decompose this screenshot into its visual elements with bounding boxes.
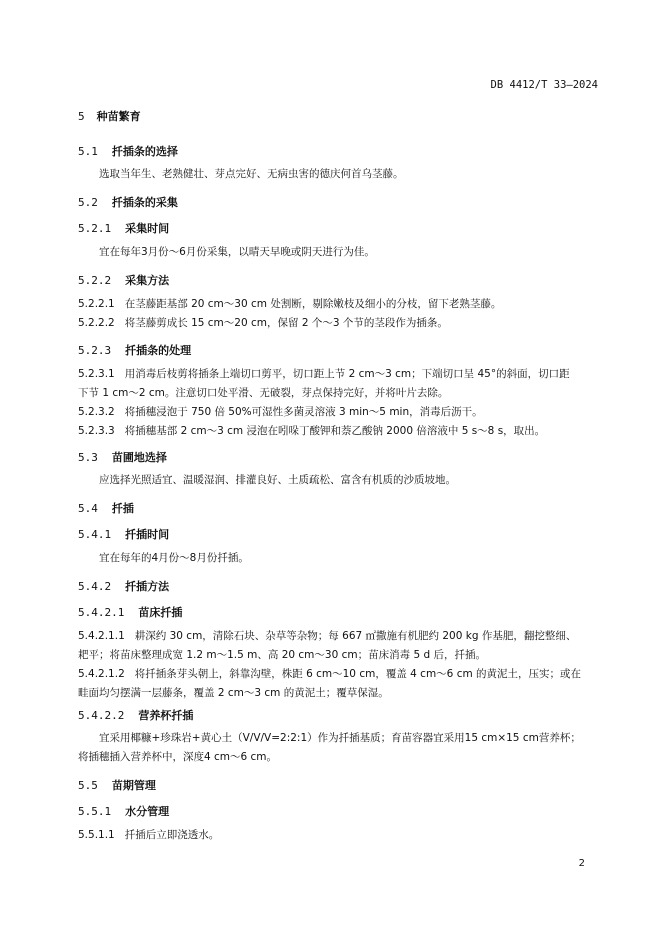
clause-text: 将插穗基部 2 cm～3 cm 浸泡在吲哚丁酸钾和萘乙酸钠 2000 倍溶液中 5 s～8 s，取出。 [124, 425, 546, 437]
section-title: 扦插方法 [125, 580, 170, 593]
clause-text: 扦插后立即浇透水。 [124, 829, 220, 841]
section-5-4-heading [78, 500, 134, 516]
section-5-2-heading [78, 194, 178, 210]
section-5-5-heading [78, 777, 156, 793]
clause-number: 5.2.2.2 [78, 317, 115, 329]
section-number: 5.4.2 [78, 580, 112, 593]
clause-5-4-2-1-1 [78, 627, 576, 646]
clause-number: 5.4.2.1.2 [78, 668, 125, 680]
section-number: 5.2.1 [78, 222, 112, 235]
section-5-4-2-1-heading [78, 604, 182, 620]
section-5-4-2-heading [78, 578, 169, 594]
clause-5-2-3-2 [78, 403, 483, 422]
paragraph: 宜采用椰糠+珍珠岩+黄心土（V/V/V=2:2:1）作为扦插基质；育苗容器宜采用15 cm×15 cm营养杯； [99, 732, 581, 744]
clause-text: 耕深约 30 cm，清除石块、杂草等杂物；每 667 ㎡撒施有机肥约 200 kg 作基肥，翻挖整细、 [134, 630, 577, 642]
clause-number: 5.5.1.1 [78, 829, 115, 841]
paragraph: 选取当年生、老熟健壮、芽点完好、无病虫害的德庆何首乌茎藤。 [99, 168, 404, 180]
section-number: 5.4.2.1 [78, 606, 125, 619]
section-number: 5 [78, 110, 85, 123]
section-title: 水分管理 [125, 805, 170, 818]
paragraph: 宜在每年的4月份～8月份扦插。 [99, 552, 249, 564]
section-number: 5.4.2.2 [78, 709, 125, 722]
clause-5-4-2-1-2 [78, 665, 581, 684]
section-number: 5.4.1 [78, 528, 112, 541]
document-code: DB 4412/T 33—2024 [490, 79, 598, 91]
section-title: 营养杯扦插 [138, 709, 194, 722]
clause-text: 在茎藤距基部 20 cm～30 cm 处割断，剔除嫩枝及细小的分枝，留下老熟茎藤。 [124, 298, 502, 310]
section-5-2-1-heading [78, 220, 169, 236]
section-5-1-heading [78, 143, 178, 159]
section-title: 采集方法 [125, 274, 170, 287]
clause-number: 5.4.2.1.1 [78, 630, 125, 642]
section-title: 扦插条的采集 [111, 196, 178, 209]
section-number: 5.2 [78, 196, 98, 209]
paragraph: 宜在每年3月份～6月份采集，以晴天早晚或阴天进行为佳。 [99, 246, 375, 258]
section-number: 5.2.3 [78, 344, 112, 357]
section-5-5-1-heading [78, 803, 169, 819]
section-number: 5.1 [78, 145, 98, 158]
paragraph-continuation: 将插穗插入营养杯中，深度4 cm～6 cm。 [78, 751, 278, 763]
section-number: 5.2.2 [78, 274, 112, 287]
page-number: 2 [578, 858, 585, 869]
clause-text: 将插穗浸泡于 750 倍 50%可湿性多菌灵溶液 3 min～5 min，消毒后沥干。 [124, 406, 483, 418]
clause-text: 用消毒后枝剪将插条上端切口剪平，切口距上节 2 cm～3 cm；下端切口呈 45°的斜面，切口距 [124, 368, 570, 380]
section-5-2-3-heading [78, 342, 191, 358]
section-5-4-1-heading [78, 526, 169, 542]
clause-text: 将扦插条芽头朝上，斜靠沟壁，株距 6 cm～10 cm，覆盖 4 cm～6 cm 的黄泥土，压实；或在 [134, 668, 582, 680]
clause-continuation: 畦面均匀摆满一层藤条，覆盖 2 cm～3 cm 的黄泥土；覆草保湿。 [78, 687, 389, 699]
section-number: 5.4 [78, 502, 98, 515]
section-title: 苗床扦插 [138, 606, 183, 619]
clause-5-5-1-1 [78, 826, 219, 845]
paragraph: 应选择光照适宜、温暖湿润、排灌良好、土质疏松、富含有机质的沙质坡地。 [99, 474, 456, 486]
clause-continuation: 耙平；将苗床整理成宽 1.2 m～1.5 m、高 20 cm～30 cm；苗床消毒 5 d 后，扦插。 [78, 649, 486, 661]
section-title: 扦插条的选择 [111, 145, 178, 158]
section-5-4-2-2-heading [78, 707, 193, 723]
clause-text: 将茎藤剪成长 15 cm～20 cm，保留 2 个～3 个节的茎段作为插条。 [124, 317, 448, 329]
clause-5-2-3-3 [78, 422, 545, 441]
clause-5-2-2-1 [78, 295, 501, 314]
section-title: 苗期管理 [111, 779, 156, 792]
section-number: 5.3 [78, 451, 98, 464]
section-title: 扦插条的处理 [125, 344, 192, 357]
section-number: 5.5 [78, 779, 98, 792]
clause-number: 5.2.3.3 [78, 425, 115, 437]
section-title: 扦插时间 [125, 528, 170, 541]
clause-number: 5.2.3.1 [78, 368, 115, 380]
section-5-2-2-heading [78, 272, 169, 288]
section-title: 苗圃地选择 [111, 451, 167, 464]
clause-number: 5.2.3.2 [78, 406, 115, 418]
clause-continuation: 下节 1 cm～2 cm。注意切口处平滑、无破裂，芽点保持完好，并将叶片去除。 [78, 387, 449, 399]
section-5-heading [78, 108, 141, 124]
section-title: 扦插 [111, 502, 134, 515]
clause-5-2-2-2 [78, 314, 448, 333]
section-number: 5.5.1 [78, 805, 112, 818]
clause-number: 5.2.2.1 [78, 298, 115, 310]
section-title: 采集时间 [125, 222, 170, 235]
section-5-3-heading [78, 449, 167, 465]
section-title: 种苗繁育 [96, 110, 141, 123]
clause-5-2-3-1 [78, 365, 570, 384]
